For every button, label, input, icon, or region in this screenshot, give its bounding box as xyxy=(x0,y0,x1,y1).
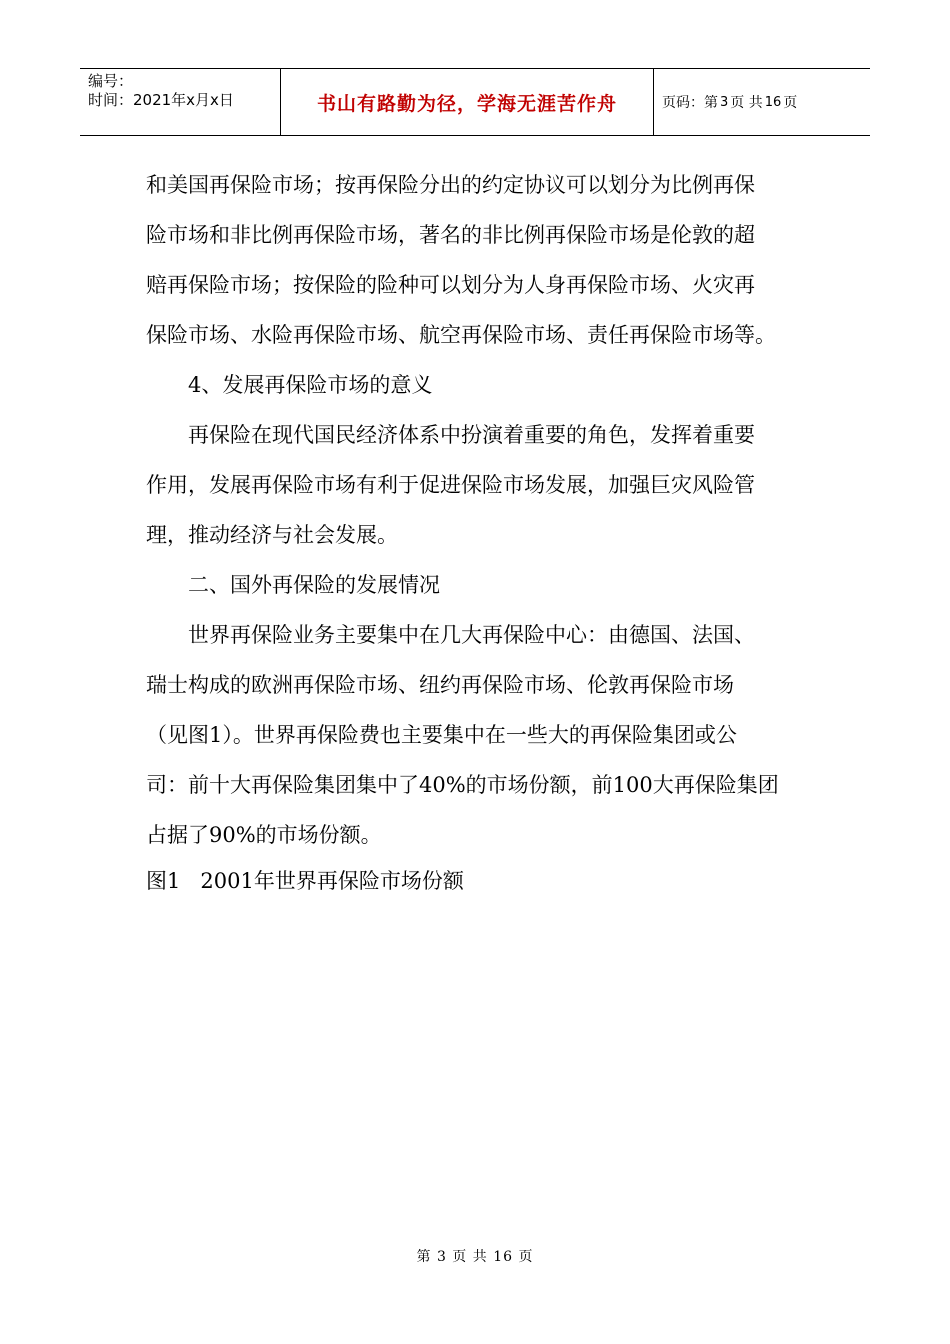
document-body xyxy=(146,160,826,860)
body-line: 理，推动经济与社会发展。 xyxy=(146,523,398,547)
section-heading: 二、国外再保险的发展情况 xyxy=(188,573,440,597)
body-line: 司：前十大再保险集团集中了40%的市场份额，前100大再保险集团 xyxy=(146,773,779,797)
header-motto: 书山有路勤为径，学海无涯苦作舟 xyxy=(316,92,617,115)
page-mid: 页 共 xyxy=(730,95,763,111)
body-line: 世界再保险业务主要集中在几大再保险中心：由德国、法国、 xyxy=(188,623,755,647)
page-header xyxy=(80,68,870,136)
header-motto-cell xyxy=(281,69,654,135)
page-prefix: 页码：第 xyxy=(662,95,718,111)
page-footer: 第 3 页 共 16 页 xyxy=(416,1249,534,1265)
figure-caption: 图1 2001年世界再保险市场份额 xyxy=(146,869,464,893)
document-number-label: 编号： xyxy=(88,72,134,90)
body-line: 保险市场、水险再保险市场、航空再保险市场、责任再保险市场等。 xyxy=(146,323,776,347)
page-current: 3 xyxy=(720,94,729,110)
header-page-cell xyxy=(654,69,870,135)
body-line: 再保险在现代国民经济体系中扮演着重要的角色，发挥着重要 xyxy=(188,423,755,447)
body-line: 赔再保险市场；按保险的险种可以划分为人身再保险市场、火灾再 xyxy=(146,273,755,297)
body-line: 险市场和非比例再保险市场，著名的非比例再保险市场是伦敦的超 xyxy=(146,223,755,247)
page-suffix: 页 xyxy=(783,95,798,111)
body-line: （见图1）。世界再保险费也主要集中在一些大的再保险集团或公 xyxy=(146,723,737,747)
body-line: 瑞士构成的欧洲再保险市场、纽约再保险市场、伦敦再保险市场 xyxy=(146,673,734,697)
section-heading: 4、发展再保险市场的意义 xyxy=(188,373,433,397)
document-time-label: 时间：2021年x月x日 xyxy=(88,91,234,109)
body-line: 和美国再保险市场；按再保险分出的约定协议可以划分为比例再保 xyxy=(146,173,755,197)
page-total: 16 xyxy=(764,94,782,110)
body-line: 占据了90%的市场份额。 xyxy=(146,823,382,847)
header-meta-cell xyxy=(80,69,281,135)
body-line: 作用，发展再保险市场有利于促进保险市场发展，加强巨灾风险管 xyxy=(146,473,755,497)
